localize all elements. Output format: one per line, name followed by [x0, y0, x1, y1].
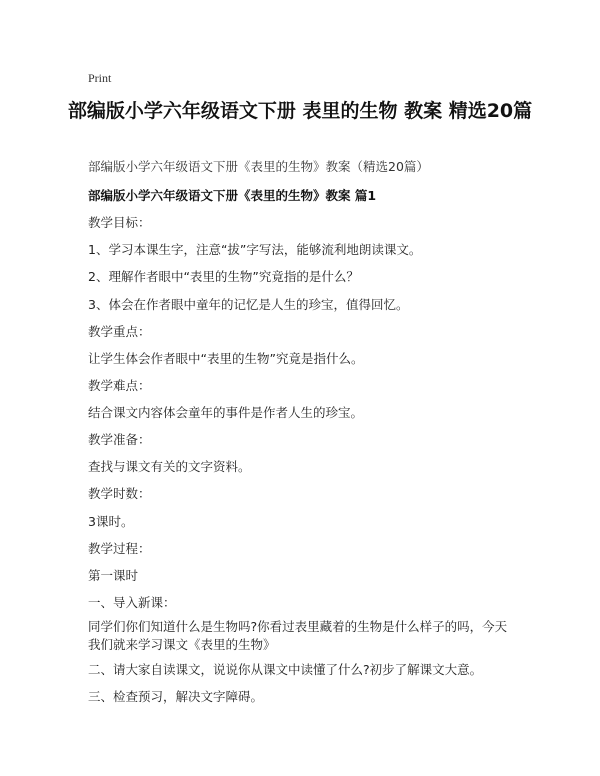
paragraph-step-3: 三、检查预习，解决文字障碍。	[88, 689, 264, 704]
paragraph-preparation-heading: 教学准备：	[88, 432, 151, 447]
paragraph-difficulty-heading: 教学难点：	[88, 378, 151, 393]
paragraph-objectives-heading: 教学目标：	[88, 215, 151, 230]
paragraph-focus-heading: 教学重点：	[88, 324, 151, 339]
paragraph-hours-heading: 教学时数：	[88, 486, 151, 501]
paragraph-first-lesson: 第一课时	[88, 568, 139, 583]
paragraph-intro: 同学们你们知道什么是生物吗?你看过表里藏着的生物是什么样子的吗，今天我们就来学习课文《表里的生物》	[88, 619, 508, 652]
section-heading: 部编版小学六年级语文下册《表里的生物》教案 篇1	[88, 188, 377, 203]
document-subtitle: 部编版小学六年级语文下册《表里的生物》教案（精选20篇）	[88, 159, 429, 174]
paragraph-difficulty: 结合课文内容体会童年的事件是作者人生的珍宝。	[88, 405, 364, 420]
paragraph-focus: 让学生体会作者眼中“表里的生物”究竟是指什么。	[88, 351, 364, 366]
print-link[interactable]: Print	[88, 71, 112, 85]
paragraph-objective-2: 2、理解作者眼中“表里的生物”究竟指的是什么？	[88, 269, 359, 284]
paragraph-step-2: 二、请大家自读课文，说说你从课文中读懂了什么?初步了解课文大意。	[88, 662, 483, 677]
paragraph-preparation: 查找与课文有关的文字资料。	[88, 459, 251, 474]
paragraph-process-heading: 教学过程：	[88, 541, 151, 556]
document-title: 部编版小学六年级语文下册 表里的生物 教案 精选20篇	[67, 100, 533, 122]
paragraph-hours: 3课时。	[88, 514, 134, 529]
paragraph-objective-1: 1、学习本课生字，注意“拔”字写法，能够流利地朗读课文。	[88, 242, 422, 257]
paragraph-objective-3: 3、体会在作者眼中童年的记忆是人生的珍宝，值得回忆。	[88, 297, 409, 312]
paragraph-intro-heading: 一、导入新课：	[88, 595, 176, 610]
